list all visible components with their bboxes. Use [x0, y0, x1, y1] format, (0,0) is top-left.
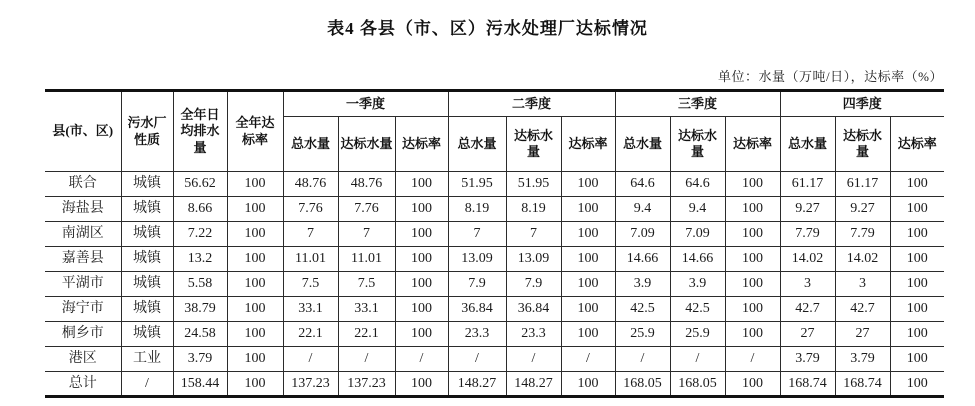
- data-cell: 3.9: [615, 272, 670, 297]
- data-cell: 100: [227, 247, 283, 272]
- col-header-q4-compliance-rate: 达标率: [890, 117, 944, 172]
- data-cell: 148.27: [506, 372, 561, 397]
- data-cell: 7: [448, 222, 506, 247]
- data-cell: 100: [561, 247, 615, 272]
- data-cell: 9.4: [670, 197, 725, 222]
- data-cell: 168.74: [835, 372, 890, 397]
- data-cell: 9.4: [615, 197, 670, 222]
- data-cell: 168.05: [615, 372, 670, 397]
- col-header-q2-compliance-rate: 达标率: [561, 117, 615, 172]
- col-header-q2-compliant-volume: 达标水量: [506, 117, 561, 172]
- col-header-q4-compliant-volume: 达标水量: [835, 117, 890, 172]
- table-title: 表4 各县（市、区）污水处理厂达标情况: [327, 19, 648, 38]
- data-cell: 7.79: [780, 222, 835, 247]
- data-cell: 100: [561, 297, 615, 322]
- data-cell: 100: [725, 272, 780, 297]
- col-header-q3-compliance-rate: 达标率: [725, 117, 780, 172]
- table-header: [45, 91, 944, 172]
- data-cell: 7.09: [615, 222, 670, 247]
- data-cell: 33.1: [283, 297, 338, 322]
- table-body: [45, 172, 944, 397]
- data-cell: 36.84: [448, 297, 506, 322]
- data-cell: 51.95: [506, 172, 561, 197]
- data-cell: 100: [890, 222, 944, 247]
- data-cell: 22.1: [338, 322, 395, 347]
- header-row-quarters: [45, 91, 944, 117]
- col-header-quarter-4: 四季度: [780, 91, 944, 117]
- data-cell: 3.79: [780, 347, 835, 372]
- compliance-table: [45, 89, 944, 398]
- data-cell: 137.23: [338, 372, 395, 397]
- data-cell: 100: [395, 272, 448, 297]
- col-header-annual-rate: 全年达标率: [227, 91, 283, 172]
- data-cell: 7.79: [835, 222, 890, 247]
- data-cell: 7.22: [173, 222, 227, 247]
- data-cell: 7.09: [670, 222, 725, 247]
- data-cell: 7.9: [448, 272, 506, 297]
- table-row: [45, 222, 944, 247]
- data-cell: 27: [780, 322, 835, 347]
- col-header-q1-compliant-volume: 达标水量: [338, 117, 395, 172]
- data-cell: 100: [890, 197, 944, 222]
- col-header-q4-total-volume: 总水量: [780, 117, 835, 172]
- data-cell: 14.66: [615, 247, 670, 272]
- table-row: [45, 272, 944, 297]
- data-cell: 3: [780, 272, 835, 297]
- data-cell: /: [506, 347, 561, 372]
- data-cell: 100: [227, 297, 283, 322]
- data-cell: 100: [561, 272, 615, 297]
- col-header-plant-type: 污水厂性质: [121, 91, 173, 172]
- data-cell: 100: [561, 197, 615, 222]
- data-cell: 7: [283, 222, 338, 247]
- data-cell: /: [615, 347, 670, 372]
- data-cell: 8.66: [173, 197, 227, 222]
- data-cell: 100: [890, 347, 944, 372]
- table-row: [45, 247, 944, 272]
- table-row: [45, 197, 944, 222]
- row-label-cell: 海盐县: [45, 197, 121, 222]
- document-page: [0, 14, 975, 406]
- data-cell: 100: [561, 222, 615, 247]
- col-header-q1-compliance-rate: 达标率: [395, 117, 448, 172]
- data-cell: 100: [227, 172, 283, 197]
- data-cell: 城镇: [121, 197, 173, 222]
- data-cell: /: [670, 347, 725, 372]
- data-cell: 48.76: [283, 172, 338, 197]
- data-cell: 100: [890, 272, 944, 297]
- data-cell: 100: [395, 197, 448, 222]
- data-cell: 42.7: [835, 297, 890, 322]
- row-label-cell: 南湖区: [45, 222, 121, 247]
- data-cell: /: [338, 347, 395, 372]
- data-cell: 24.58: [173, 322, 227, 347]
- row-label-cell: 总计: [45, 372, 121, 397]
- data-cell: /: [725, 347, 780, 372]
- data-cell: 14.02: [780, 247, 835, 272]
- data-cell: 11.01: [338, 247, 395, 272]
- data-cell: 61.17: [780, 172, 835, 197]
- table-row: [45, 322, 944, 347]
- col-header-quarter-3: 三季度: [615, 91, 780, 117]
- data-cell: 100: [395, 172, 448, 197]
- data-cell: 8.19: [506, 197, 561, 222]
- col-header-quarter-2: 二季度: [448, 91, 615, 117]
- data-cell: 100: [725, 172, 780, 197]
- data-cell: 9.27: [835, 197, 890, 222]
- data-cell: 工业: [121, 347, 173, 372]
- data-cell: 13.09: [448, 247, 506, 272]
- data-cell: /: [448, 347, 506, 372]
- data-cell: 42.7: [780, 297, 835, 322]
- data-cell: /: [121, 372, 173, 397]
- table-row: [45, 347, 944, 372]
- data-cell: 64.6: [670, 172, 725, 197]
- data-cell: 14.02: [835, 247, 890, 272]
- data-cell: 100: [890, 172, 944, 197]
- row-label-cell: 港区: [45, 347, 121, 372]
- data-cell: 城镇: [121, 222, 173, 247]
- data-cell: 7.76: [283, 197, 338, 222]
- data-cell: 100: [395, 372, 448, 397]
- data-cell: 11.01: [283, 247, 338, 272]
- data-cell: 36.84: [506, 297, 561, 322]
- data-cell: 137.23: [283, 372, 338, 397]
- unit-note: 单位：水量（万吨/日），达标率（%）: [718, 69, 943, 84]
- data-cell: 3: [835, 272, 890, 297]
- data-cell: 8.19: [448, 197, 506, 222]
- data-cell: 7.76: [338, 197, 395, 222]
- data-cell: 168.05: [670, 372, 725, 397]
- col-header-quarter-1: 一季度: [283, 91, 448, 117]
- data-cell: 42.5: [615, 297, 670, 322]
- data-cell: 48.76: [338, 172, 395, 197]
- data-cell: 100: [725, 322, 780, 347]
- data-cell: 100: [227, 372, 283, 397]
- data-cell: 168.74: [780, 372, 835, 397]
- data-cell: 100: [725, 372, 780, 397]
- data-cell: 25.9: [615, 322, 670, 347]
- col-header-q1-total-volume: 总水量: [283, 117, 338, 172]
- data-cell: 3.79: [835, 347, 890, 372]
- col-header-q2-total-volume: 总水量: [448, 117, 506, 172]
- table-row: [45, 297, 944, 322]
- data-cell: 23.3: [506, 322, 561, 347]
- data-cell: 100: [395, 222, 448, 247]
- data-cell: 7.9: [506, 272, 561, 297]
- data-cell: 城镇: [121, 297, 173, 322]
- data-cell: 城镇: [121, 247, 173, 272]
- data-cell: 7.5: [338, 272, 395, 297]
- data-cell: 100: [725, 297, 780, 322]
- data-cell: 3.79: [173, 347, 227, 372]
- data-cell: 100: [395, 247, 448, 272]
- data-cell: 7: [338, 222, 395, 247]
- data-cell: 100: [890, 297, 944, 322]
- data-cell: 9.27: [780, 197, 835, 222]
- data-cell: 城镇: [121, 172, 173, 197]
- data-cell: 5.58: [173, 272, 227, 297]
- col-header-q3-total-volume: 总水量: [615, 117, 670, 172]
- data-cell: /: [395, 347, 448, 372]
- table-row: [45, 372, 944, 397]
- data-cell: 100: [227, 197, 283, 222]
- data-cell: 61.17: [835, 172, 890, 197]
- row-label-cell: 平湖市: [45, 272, 121, 297]
- row-label-cell: 桐乡市: [45, 322, 121, 347]
- data-cell: 城镇: [121, 272, 173, 297]
- data-cell: 100: [561, 322, 615, 347]
- data-cell: 100: [227, 222, 283, 247]
- data-cell: 3.9: [670, 272, 725, 297]
- data-cell: 42.5: [670, 297, 725, 322]
- data-cell: 148.27: [448, 372, 506, 397]
- data-cell: 城镇: [121, 322, 173, 347]
- data-cell: /: [283, 347, 338, 372]
- data-cell: 33.1: [338, 297, 395, 322]
- data-cell: 7.5: [283, 272, 338, 297]
- row-label-cell: 海宁市: [45, 297, 121, 322]
- data-cell: 100: [890, 322, 944, 347]
- col-header-q3-compliant-volume: 达标水量: [670, 117, 725, 172]
- table-row: [45, 172, 944, 197]
- data-cell: 64.6: [615, 172, 670, 197]
- col-header-annual-daily-discharge: 全年日均排水量: [173, 91, 227, 172]
- data-cell: 22.1: [283, 322, 338, 347]
- data-cell: 23.3: [448, 322, 506, 347]
- data-cell: 13.09: [506, 247, 561, 272]
- data-cell: 100: [227, 347, 283, 372]
- data-cell: /: [561, 347, 615, 372]
- data-cell: 38.79: [173, 297, 227, 322]
- data-cell: 100: [725, 222, 780, 247]
- data-cell: 100: [890, 247, 944, 272]
- data-cell: 100: [725, 247, 780, 272]
- data-cell: 13.2: [173, 247, 227, 272]
- col-header-region: 县(市、区): [45, 91, 121, 172]
- data-cell: 100: [890, 372, 944, 397]
- data-cell: 100: [725, 197, 780, 222]
- data-cell: 27: [835, 322, 890, 347]
- data-cell: 100: [561, 372, 615, 397]
- data-cell: 100: [395, 322, 448, 347]
- data-cell: 25.9: [670, 322, 725, 347]
- data-cell: 100: [561, 172, 615, 197]
- row-label-cell: 联合: [45, 172, 121, 197]
- row-label-cell: 嘉善县: [45, 247, 121, 272]
- data-cell: 14.66: [670, 247, 725, 272]
- data-cell: 100: [395, 297, 448, 322]
- data-cell: 100: [227, 272, 283, 297]
- data-cell: 51.95: [448, 172, 506, 197]
- data-cell: 158.44: [173, 372, 227, 397]
- data-cell: 56.62: [173, 172, 227, 197]
- data-cell: 7: [506, 222, 561, 247]
- data-cell: 100: [227, 322, 283, 347]
